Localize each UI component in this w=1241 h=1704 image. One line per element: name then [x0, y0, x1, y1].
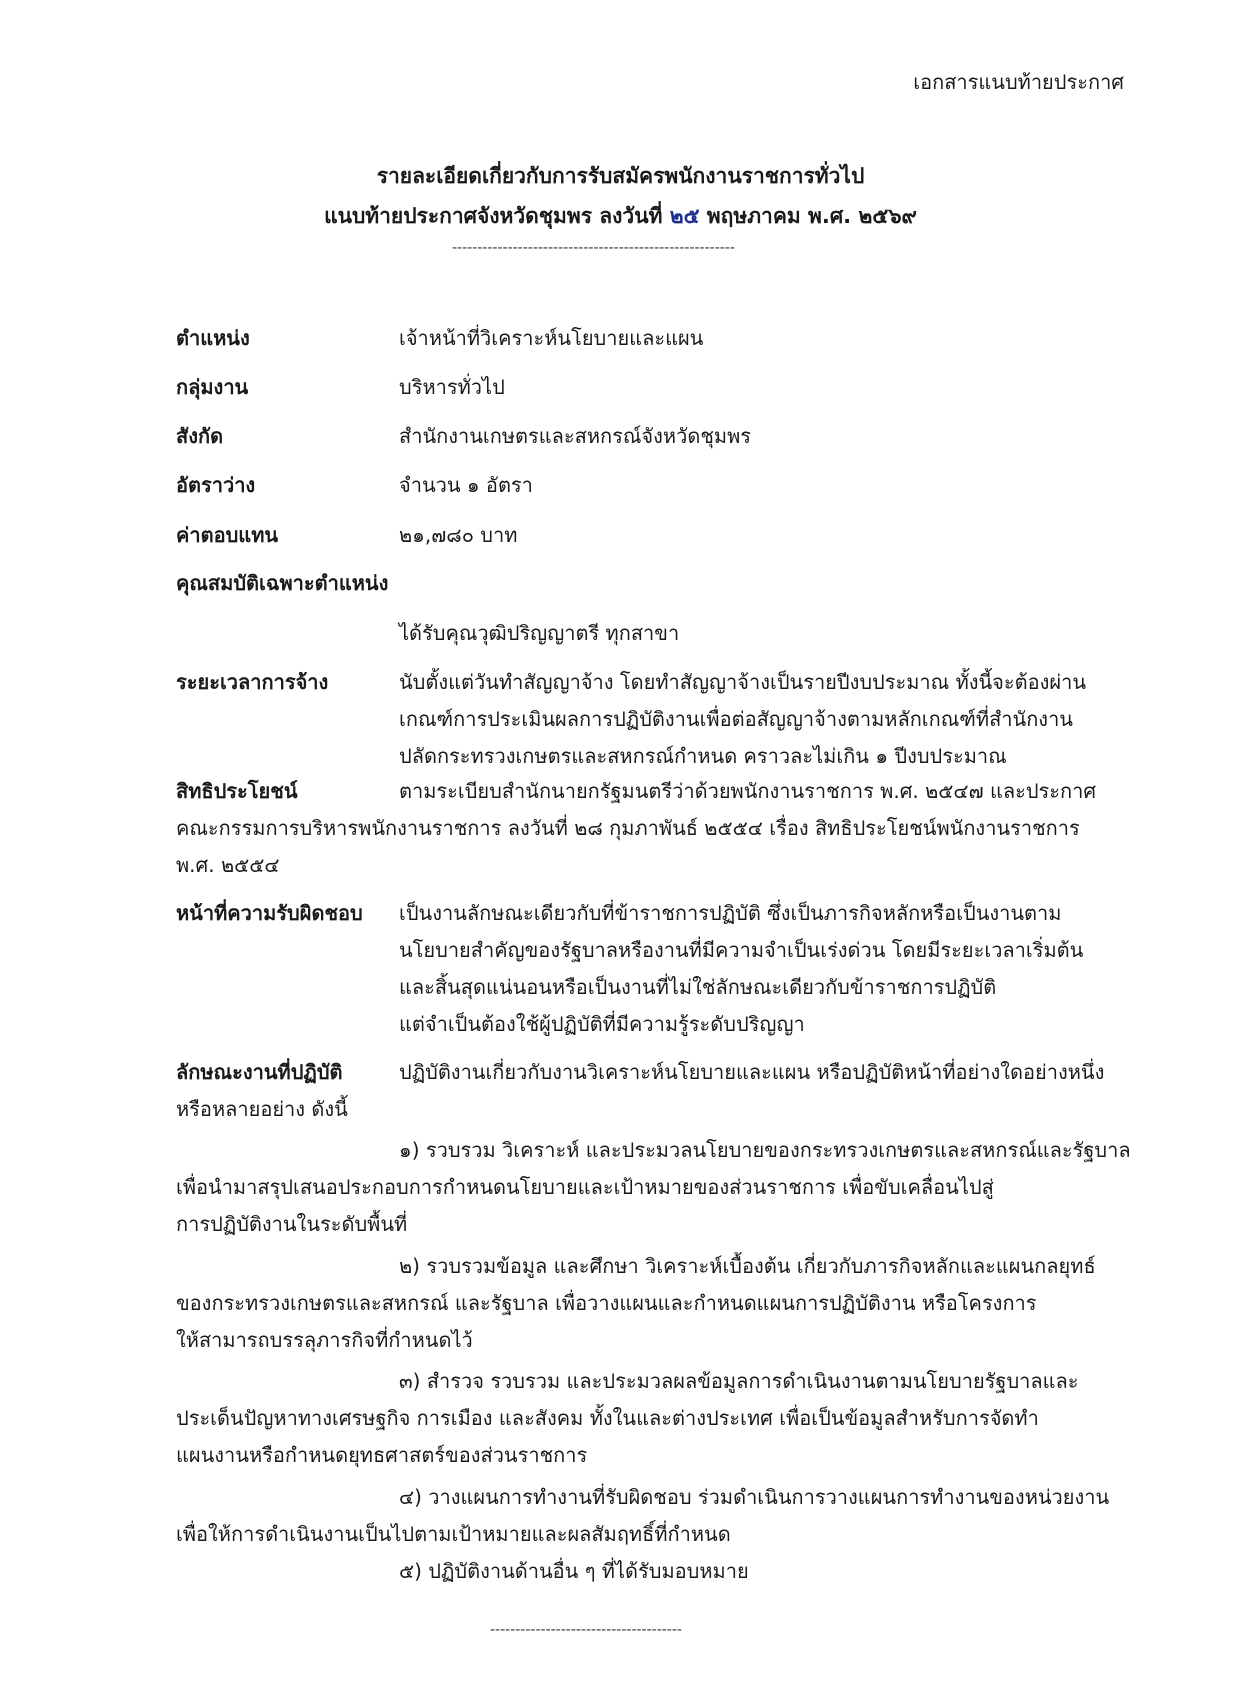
group-value: บริหารทั่วไป [399, 375, 505, 399]
term-line: นับตั้งแต่วันทำสัญญาจ้าง โดยทำสัญญาจ้างเป็นรายปีงบประมาณ ทั้งนี้จะต้องผ่าน [399, 670, 1087, 694]
group-label: กลุ่มงาน [176, 375, 249, 399]
title-suffix: พฤษภาคม พ.ศ. ๒๕๖๙ [706, 204, 917, 228]
qualification-label: คุณสมบัติเฉพาะตำแหน่ง [176, 571, 389, 595]
affiliation-value: สำนักงานเกษตรและสหกรณ์จังหวัดชุมพร [399, 424, 752, 448]
document-title-line1: รายละเอียดเกี่ยวกับการรับสมัครพนักงานราชการทั่วไป [376, 164, 865, 188]
list-item-line: เพื่อนำมาสรุปเสนอประกอบการกำหนดนโยบายและเป้าหมายของส่วนราชการ เพื่อขับเคลื่อนไปสู่ [176, 1175, 994, 1199]
benefit-line: ตามระเบียบสำนักนายกรัฐมนตรีว่าด้วยพนักงานราชการ พ.ศ. ๒๕๔๗ และประกาศ [399, 779, 1097, 803]
duty-line: เป็นงานลักษณะเดียวกับที่ข้าราชการปฏิบัติ ซึ่งเป็นภารกิจหลักหรือเป็นงานตาม [399, 901, 1062, 925]
footer-divider: -------------------------------------- [490, 1622, 682, 1638]
vacancy-label: อัตราว่าง [176, 473, 256, 497]
list-item-line: การปฏิบัติงานในระดับพื้นที่ [176, 1212, 408, 1236]
benefit-line: คณะกรรมการบริหารพนักงานราชการ ลงวันที่ ๒๘ กุมภาพันธ์ ๒๕๕๔ เรื่อง สิทธิประโยชน์พนักงานราชการ [176, 816, 1080, 840]
list-item: ๒) รวบรวมข้อมูล และศึกษา วิเคราะห์เบื้องต้น เกี่ยวกับภารกิจหลักและแผนกลยุทธ์ [399, 1254, 1096, 1278]
attachment-note: เอกสารแนบท้ายประกาศ [913, 70, 1124, 94]
list-item: ๓) สำรวจ รวบรวม และประมวลผลข้อมูลการดำเนินงานตามนโยบายรัฐบาลและ [399, 1369, 1079, 1393]
term-line: เกณฑ์การประเมินผลการปฏิบัติงานเพื่อต่อสัญญาจ้างตามหลักเกณฑ์ที่สำนักงาน [399, 707, 1073, 731]
work-line: หรือหลายอย่าง ดังนี้ [176, 1097, 348, 1121]
list-item-line: แผนงานหรือกำหนดยุทธศาสตร์ของส่วนราชการ [176, 1443, 588, 1467]
list-item-line: ให้สามารถบรรลุภารกิจที่กำหนดไว้ [176, 1328, 473, 1352]
list-item-line: ของกระทรวงเกษตรและสหกรณ์ และรัฐบาล เพื่อวางแผนและกำหนดแผนการปฏิบัติงาน หรือโครงการ [176, 1291, 1037, 1315]
document-title-line2 [0, 200, 1241, 233]
affiliation-label: สังกัด [176, 424, 224, 448]
qualification-value: ได้รับคุณวุฒิปริญญาตรี ทุกสาขา [399, 621, 680, 645]
list-item: ๕) ปฏิบัติงานด้านอื่น ๆ ที่ได้รับมอบหมาย [399, 1559, 749, 1583]
position-label: ตำแหน่ง [176, 326, 250, 350]
duty-line: และสิ้นสุดแน่นอนหรือเป็นงานที่ไม่ใช่ลักษณะเดียวกับข้าราชการปฏิบัติ [399, 975, 997, 999]
term-line: ปลัดกระทรวงเกษตรและสหกรณ์กำหนด คราวละไม่เกิน ๑ ปีงบประมาณ [399, 744, 1007, 768]
term-label: ระยะเวลาการจ้าง [176, 670, 329, 694]
salary-value: ๒๑,๗๘๐ บาท [399, 523, 518, 547]
benefit-label: สิทธิประโยชน์ [176, 779, 298, 803]
duty-label: หน้าที่ความรับผิดชอบ [176, 901, 363, 925]
duty-line: แต่จำเป็นต้องใช้ผู้ปฏิบัติที่มีความรู้ระดับปริญญา [399, 1012, 805, 1036]
title-divider: -------------------------------------------------------- [452, 240, 735, 256]
list-item: ๑) รวบรวม วิเคราะห์ และประมวลนโยบายของกระทรวงเกษตรและสหกรณ์และรัฐบาล [399, 1138, 1131, 1162]
list-item-line: ประเด็นปัญหาทางเศรษฐกิจ การเมือง และสังคม ทั้งในและต่างประเทศ เพื่อเป็นข้อมูลสำหรับการจัดทำ [176, 1406, 1039, 1430]
list-item-line: เพื่อให้การดำเนินงานเป็นไปตามเป้าหมายและผลสัมฤทธิ์ที่กำหนด [176, 1522, 731, 1546]
work-label: ลักษณะงานที่ปฏิบัติ [176, 1060, 343, 1084]
title-prefix: แนบท้ายประกาศจังหวัดชุมพร ลงวันที่ [324, 204, 663, 228]
title-day: ๒๕ [669, 204, 700, 228]
salary-label: ค่าตอบแทน [176, 523, 279, 547]
position-value: เจ้าหน้าที่วิเคราะห์นโยบายและแผน [399, 326, 704, 350]
vacancy-value: จำนวน ๑ อัตรา [399, 473, 533, 497]
duty-line: นโยบายสำคัญของรัฐบาลหรืองานที่มีความจำเป็นเร่งด่วน โดยมีระยะเวลาเริ่มต้น [399, 938, 1084, 962]
benefit-line: พ.ศ. ๒๕๕๔ [176, 853, 280, 877]
work-line: ปฏิบัติงานเกี่ยวกับงานวิเคราะห์นโยบายและแผน หรือปฏิบัติหน้าที่อย่างใดอย่างหนึ่ง [399, 1060, 1105, 1084]
list-item: ๔) วางแผนการทำงานที่รับผิดชอบ ร่วมดำเนินการวางแผนการทำงานของหน่วยงาน [399, 1485, 1110, 1509]
